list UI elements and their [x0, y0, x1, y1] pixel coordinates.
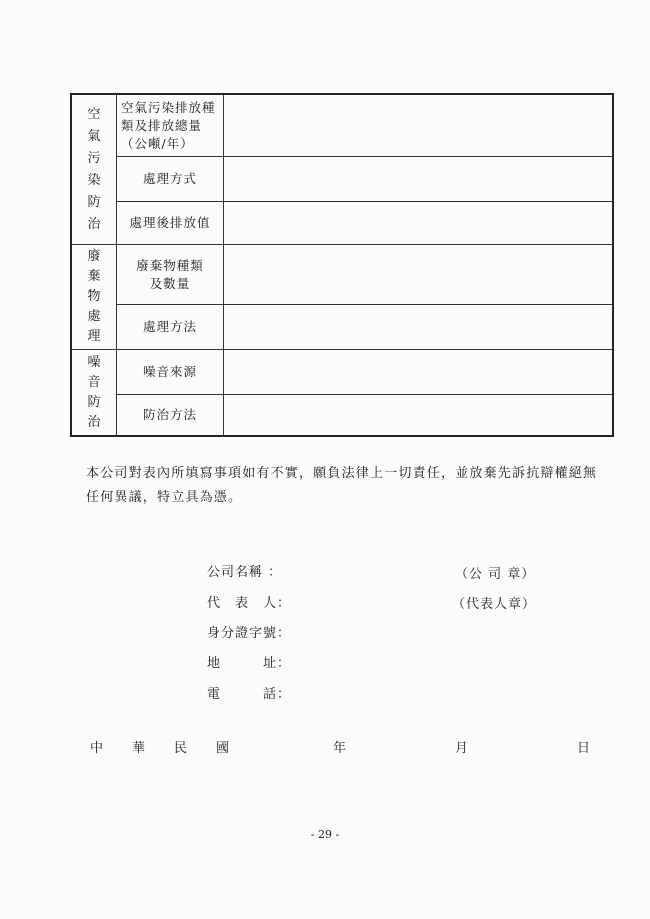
- category-label: 廢棄物處理: [87, 249, 101, 344]
- company-seal-placeholder: （公 司 章）: [455, 567, 536, 582]
- page-number: - 29 -: [310, 828, 340, 841]
- field-label: 處理後排放值: [117, 202, 224, 245]
- category-label: 噪音防治: [87, 354, 101, 430]
- table-row: [71, 157, 613, 202]
- pollution-control-table: [70, 93, 614, 437]
- field-value[interactable]: [224, 202, 614, 245]
- table-row: [71, 395, 613, 437]
- field-value[interactable]: [224, 94, 614, 157]
- field-value[interactable]: [224, 245, 614, 305]
- date-era: 中 華 民 國: [90, 741, 231, 756]
- field-label: 廢棄物種類及數量: [117, 245, 224, 305]
- category-noise-control: [71, 350, 117, 437]
- table-row: [71, 94, 613, 157]
- category-label: 空氣污染防治: [87, 106, 101, 232]
- category-waste-treatment: [71, 245, 117, 350]
- phone-label: 電 話：: [207, 687, 292, 702]
- date-month: 月: [455, 741, 469, 756]
- field-label: 噪音來源: [117, 350, 224, 395]
- date-year: 年: [333, 741, 347, 756]
- field-value[interactable]: [224, 395, 614, 437]
- table-row: [71, 202, 613, 245]
- address-label: 地 址：: [207, 656, 292, 671]
- date-day: 日: [577, 741, 591, 756]
- field-value[interactable]: [224, 350, 614, 395]
- table-row: [71, 305, 613, 350]
- field-value[interactable]: [224, 305, 614, 350]
- category-air-pollution: [71, 94, 117, 245]
- field-label: 防治方法: [117, 395, 224, 437]
- field-label: 處理方式: [117, 157, 224, 202]
- company-name-label: 公司名稱 ：: [207, 565, 283, 580]
- declaration-text: 本公司對表內所填寫事項如有不實，願負法律上一切責任，並放棄先訴抗辯權絕無任何異議，特立具為憑。: [86, 466, 598, 505]
- table-row: [71, 350, 613, 395]
- field-value[interactable]: [224, 157, 614, 202]
- table-row: [71, 245, 613, 305]
- id-number-label: 身分證字號：: [207, 626, 292, 641]
- representative-label: 代 表 人：: [207, 596, 292, 611]
- representative-seal-placeholder: （代表人章）: [452, 597, 537, 612]
- field-label: 空氣污染排放種類及排放總量（公噸/年）: [117, 94, 224, 157]
- field-label: 處理方法: [117, 305, 224, 350]
